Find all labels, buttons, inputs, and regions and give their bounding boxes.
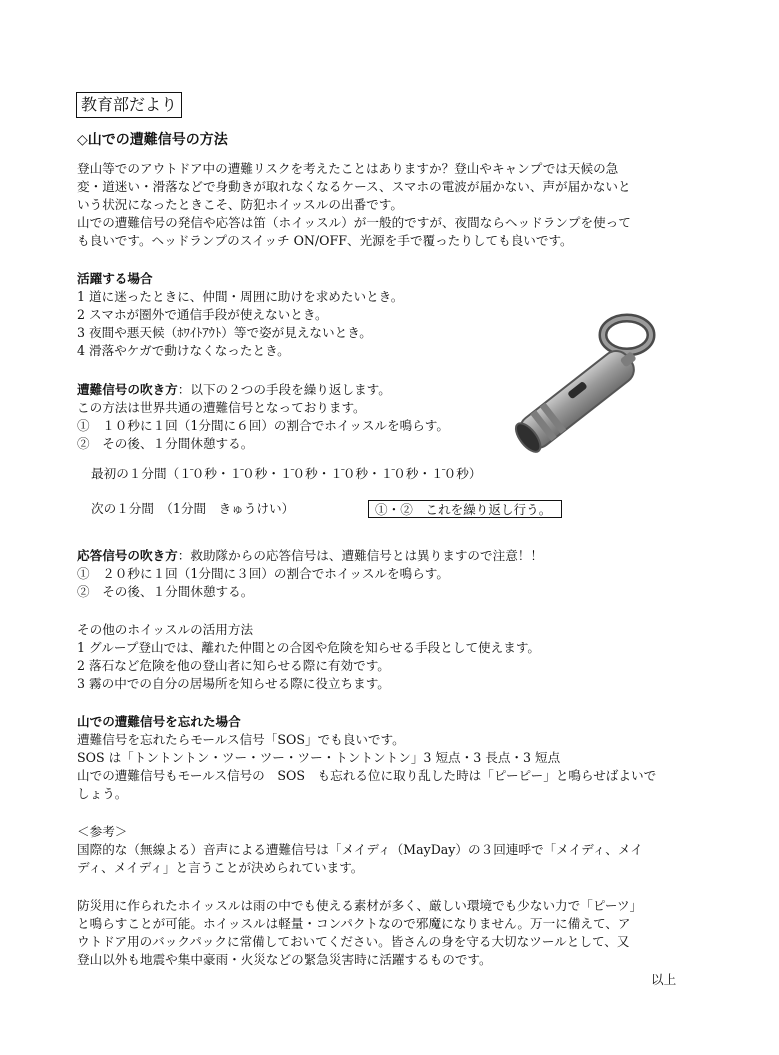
response-heading-line — [77, 547, 543, 565]
forgot-line: しょう。 — [77, 786, 128, 801]
forgot-line: SOS は「トントントン・ツー・ツー・ツー・トントントン」3 短点・3 長点・3 短点 — [77, 750, 561, 765]
intro-line: も良いです。ヘッドランプのスイッチ ON/OFF、光源を手で覆ったりしても良いです。 — [77, 233, 573, 248]
reference-line: 国際的な（無線よる）音声による遭難信号は「メイディ（MayDay）の３回連呼で「メイディ、メイ — [77, 842, 643, 857]
whistle-icon — [505, 305, 670, 455]
forgot-line: 遭難信号を忘れたらモールス信号「SOS」でも良いです。 — [77, 732, 405, 747]
intro-line: 登山等でのアウトドア中の遭難リスクを考えたことはありますか？登山やキャンプでは天候の急 — [77, 161, 619, 176]
distress-heading-line — [77, 381, 391, 399]
distress-line: ② その後、１分間休憩する。 — [77, 436, 254, 451]
list-item: 4 滑落やケガで動けなくなったとき。 — [77, 343, 290, 358]
page-title: 教育部だより — [76, 92, 182, 118]
response-line: ① ２０秒に１回（1分間に３回）の割合でホイッスルを鳴らす。 — [77, 566, 449, 581]
repeat-instruction-box: ①・② これを繰り返し行う。 — [368, 500, 562, 518]
closing-line: ウトドア用のバックパックに常備しておいてください。皆さんの身を守る大切なツールとして、又 — [77, 934, 630, 949]
list-item: 3 夜間や悪天候（ﾎﾜｲﾄｱｳﾄ）等で姿が見えないとき。 — [77, 325, 372, 340]
other-uses-heading: その他のホイッスルの活用方法 — [77, 622, 254, 637]
distress-heading-suffix: ：以下の２つの手段を繰り返します。 — [177, 382, 391, 397]
second-minute-pattern: 次の１分間 （1分間 きゅうけい） — [91, 501, 295, 516]
response-heading: 応答信号の吹き方 — [77, 548, 178, 563]
intro-line: 山での遭難信号の発信や応答は笛（ホイッスル）が一般的ですが、夜間ならヘッドランプを使って — [77, 215, 631, 230]
closing-line: 防災用に作られたホイッスルは雨の中でも使える素材が多く、厳しい環境でも少ない力で「ピーツ」 — [77, 898, 643, 913]
reference-heading: ＜参考＞ — [77, 824, 128, 839]
closing-line: と鳴らすことが可能。ホイッスルは軽量・コンパクトなので邪魔になりません。万一に備えて、ア — [77, 916, 631, 931]
distress-line: この方法は世界共通の遭難信号となっております。 — [77, 400, 366, 415]
distress-heading: 遭難信号の吹き方 — [77, 382, 178, 397]
active-heading: 活躍する場合 — [77, 271, 153, 286]
reference-line: ディ、メイディ」と言うことが決められています。 — [77, 860, 364, 875]
forgot-heading: 山での遭難信号を忘れた場合 — [77, 714, 241, 729]
forgot-line: 山での遭難信号もモールス信号の SOS も忘れる位に取り乱した時は「ピーピー」と鳴らせばよいで — [77, 768, 657, 783]
closing-line: 登山以外も地震や集中豪雨・火災などの緊急災害時に活躍するものです。 — [77, 952, 492, 967]
response-line: ② その後、１分間休憩する。 — [77, 584, 254, 599]
list-item: 1 道に迷ったときに、仲間・周囲に助けを求めたいとき。 — [77, 289, 404, 304]
list-item: 2 スマホが圏外で通信手段が使えないとき。 — [77, 307, 328, 322]
list-item: 2 落石など危険を他の登山者に知らせる際に有効です。 — [77, 658, 390, 673]
first-minute-pattern: 最初の１分間（１̄０秒・１̄０秒・１̄０秒・１̄０秒・１̄０秒・１̄０秒） — [91, 466, 482, 481]
section-title: ◇山での遭難信号の方法 — [77, 132, 228, 148]
end-mark: 以上 — [651, 972, 677, 987]
response-heading-suffix: ：救助隊からの応答信号は、遭難信号とは異りますので注意！！ — [177, 548, 543, 563]
list-item: 3 霧の中での自分の居場所を知らせる際に役立ちます。 — [77, 676, 390, 691]
list-item: 1 グループ登山では、離れた仲間との合図や危険を知らせる手段として使えます。 — [77, 640, 540, 655]
distress-line: ① １０秒に１回（1分間に６回）の割合でホイッスルを鳴らす。 — [77, 418, 449, 433]
intro-line: 変・道迷い・滑落などで身動きが取れなくなるケース、スマホの電波が届かない、声が届かないと — [77, 179, 631, 194]
intro-line: いう状況になったときこそ、防犯ホイッスルの出番です。 — [77, 197, 403, 212]
